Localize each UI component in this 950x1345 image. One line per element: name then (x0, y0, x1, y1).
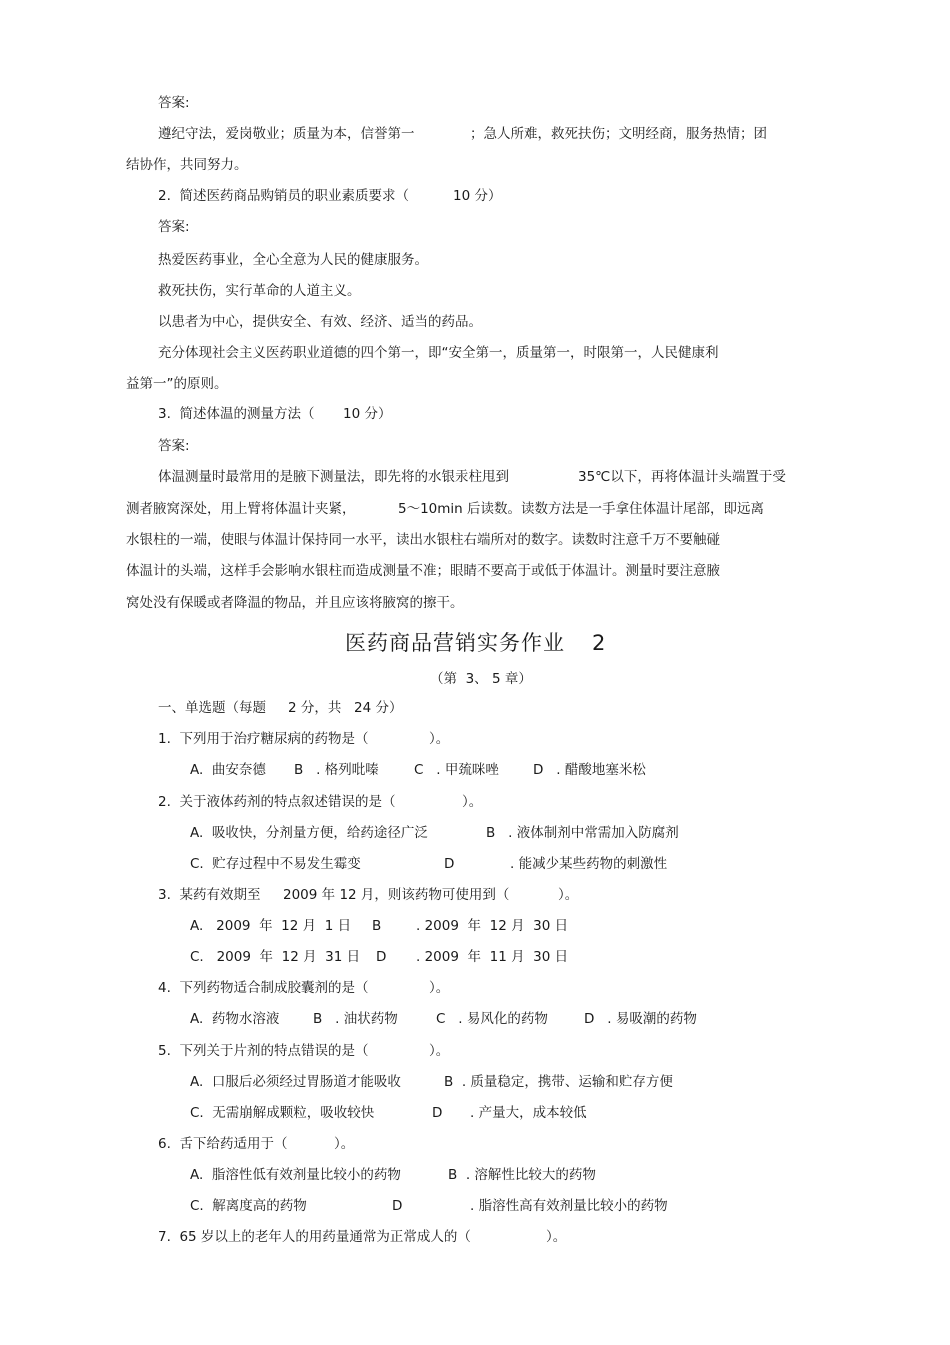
option: A. 2009 年 12 月 1 日 (190, 918, 352, 934)
option: D . 易吸潮的药物 (584, 1011, 697, 1027)
option: . 脂溶性高有效剂量比较小的药物 (470, 1198, 668, 1214)
question-bracket: ）。 (558, 887, 579, 903)
option: D (392, 1198, 403, 1214)
option: B . 格列吡嗪 (294, 762, 379, 778)
option: B . 液体制剂中常需加入防腐剂 (486, 825, 679, 841)
option: . 产量大，成本较低 (470, 1105, 587, 1121)
option: D (376, 949, 387, 965)
question-text: 7. 65 岁以上的老年人的用药量通常为正常成人的（ (158, 1229, 471, 1245)
answer-text: 益第一”的原则。 (126, 376, 228, 392)
option: B . 质量稳定，携带、运输和贮存方便 (444, 1074, 673, 1090)
option: . 能减少某些药物的刺激性 (510, 856, 668, 872)
answer-text: 测者腋窝深处，用上臂将体温计夹紧， (126, 501, 356, 517)
question-bracket: ）。 (334, 1136, 355, 1152)
question-bracket: ）。 (429, 980, 450, 996)
option: C. 2009 年 12 月 31 日 (190, 949, 361, 965)
option: C. 解离度高的药物 (190, 1198, 307, 1214)
question-text: 6. 舌下给药适用于（ (158, 1136, 288, 1152)
option: C . 甲巯咪唑 (414, 762, 499, 778)
option: A. 吸收快，分剂量方便，给药途径广泛 (190, 825, 428, 841)
option: C . 易风化的药物 (436, 1011, 548, 1027)
option: A. 脂溶性低有效剂量比较小的药物 (190, 1167, 401, 1183)
option: A. 曲安奈德 (190, 762, 266, 778)
question-bracket: ）。 (546, 1229, 567, 1245)
option: B . 油状药物 (313, 1011, 398, 1027)
question-3-score: 10 分） (343, 406, 392, 422)
option: B . 溶解性比较大的药物 (448, 1167, 596, 1183)
question-text: 2009 年 12 月，则该药物可使用到（ (283, 887, 510, 903)
question-text: 4. 下列药物适合制成胶囊剂的是（ (158, 980, 369, 996)
answer-text: 水银柱的一端，使眼与体温计保持同一水平，读出水银柱右端所对的数字。读数时注意千万不要触碰 (126, 532, 720, 548)
question-text: 1. 下列用于治疗糖尿病的药物是（ (158, 731, 369, 747)
option: C. 贮存过程中不易发生霉变 (190, 856, 361, 872)
answer-text: ；急人所难，救死扶伤；文明经商，服务热情；团 (470, 126, 767, 142)
question-2-score: 10 分） (453, 188, 502, 204)
option: D (432, 1105, 443, 1121)
option: C. 无需崩解成颗粒，吸收较快 (190, 1105, 375, 1121)
answer-label: 答案: (158, 95, 190, 111)
answer-text: 体温计的头端，这样手会影响水银柱而造成测量不准；眼睛不要高于或低于体温计。测量时要注意腋 (126, 563, 720, 579)
section-heading: 一、单选题（每题 (158, 700, 266, 716)
option: D . 醋酸地塞米松 (533, 762, 646, 778)
answer-label: 答案: (158, 219, 190, 235)
answer-label: 答案: (158, 438, 190, 454)
answer-text: 救死扶伤，实行革命的人道主义。 (158, 283, 361, 299)
page-title-number: 2 (592, 631, 607, 655)
option: . 2009 年 12 月 30 日 (416, 918, 569, 934)
answer-text: 遵纪守法，爱岗敬业；质量为本，信誉第一 (158, 126, 415, 142)
answer-text: 体温测量时最常用的是腋下测量法，即先将的水银汞柱甩到 (158, 469, 509, 485)
answer-text: 充分体现社会主义医药职业道德的四个第一，即“安全第一，质量第一，时限第一，人民健康利 (158, 345, 719, 361)
option: . 2009 年 11 月 30 日 (416, 949, 569, 965)
question-text: 3. 某药有效期至 (158, 887, 261, 903)
question-2-text: 2. 简述医药商品购销员的职业素质要求（ (158, 188, 409, 204)
answer-text: 窝处没有保暖或者降温的物品，并且应该将腋窝的擦干。 (126, 595, 464, 611)
page-subtitle: （第 3、 5 章） (430, 671, 532, 687)
section-heading: 2 分，共 (288, 700, 342, 716)
answer-text: 以患者为中心，提供安全、有效、经济、适当的药品。 (158, 314, 482, 330)
answer-text: 结协作，共同努力。 (126, 157, 248, 173)
answer-text: 热爱医药事业，全心全意为人民的健康服务。 (158, 252, 428, 268)
option: A. 药物水溶液 (190, 1011, 280, 1027)
question-bracket: ）。 (429, 731, 450, 747)
question-3-text: 3. 简述体温的测量方法（ (158, 406, 315, 422)
question-text: 2. 关于液体药剂的特点叙述错误的是（ (158, 794, 396, 810)
option: A. 口服后必须经过胃肠道才能吸收 (190, 1074, 401, 1090)
question-bracket: ）。 (462, 794, 483, 810)
answer-text: 5～10min 后读数。读数方法是一手拿住体温计尾部，即远离 (398, 501, 765, 517)
answer-text: 35℃以下，再将体温计头端置于受 (578, 469, 786, 485)
section-heading: 24 分） (354, 700, 403, 716)
option: B (372, 918, 382, 934)
question-bracket: ）。 (429, 1043, 450, 1059)
option: D (444, 856, 455, 872)
question-text: 5. 下列关于片剂的特点错误的是（ (158, 1043, 369, 1059)
page-title: 医药商品营销实务作业 (345, 631, 565, 655)
